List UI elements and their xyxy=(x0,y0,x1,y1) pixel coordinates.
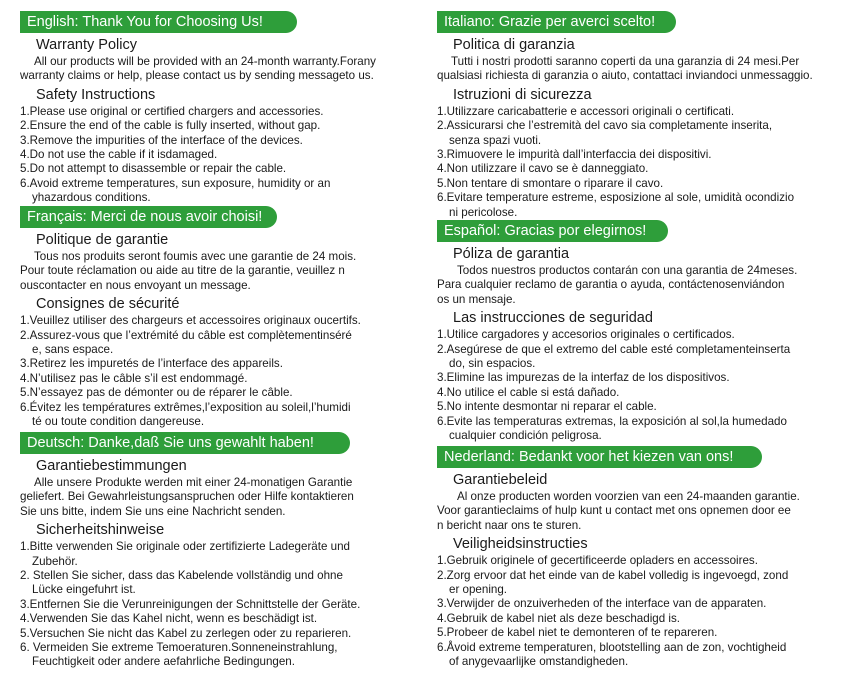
list-item: 1.Utilice cargadores y accesorios originales o certificados. xyxy=(437,328,735,342)
list-item: 2.Ensure the end of the cable is fully inserted, without gap. xyxy=(20,119,321,133)
safety-heading: Safety Instructions xyxy=(36,86,156,103)
warranty-text-line: warranty claims or help, please contact us by sending messageto us. xyxy=(20,69,374,83)
warranty-text-line: Sie uns bitte, indem Sie uns eine Nachricht senden. xyxy=(20,504,286,518)
section-spanish xyxy=(437,220,857,443)
list-item: 4.Do not use the cable if it isdamaged. xyxy=(20,148,218,162)
safety-heading: Consignes de sécurité xyxy=(36,296,180,313)
section-banner: Français: Merci de nous avoir choisi! xyxy=(20,206,277,228)
safety-list xyxy=(437,328,857,443)
list-item: 6.Evite las temperaturas extremas, la exposición al sol,la humedado cualquier condición peligrosa. xyxy=(437,414,787,443)
safety-heading: Las instrucciones de seguridad xyxy=(453,310,653,327)
list-item: 5.No intente desmontar ni reparar el cable. xyxy=(437,400,657,414)
list-item: 2.Assurez-vous que l’extrémité du câble est complètementinséré e, sans espace. xyxy=(20,328,352,357)
section-german xyxy=(20,432,440,670)
warranty-text-line: Todos nuestros productos contarán con una garantia de 24meses. xyxy=(457,264,798,277)
safety-list xyxy=(437,554,857,669)
warranty-text-line: os un mensaje. xyxy=(437,292,516,306)
section-banner: Deutsch: Danke,daß Sie uns gewahlt haben! xyxy=(20,432,350,454)
warranty-text-line: n bericht naar ons te sturen. xyxy=(437,518,582,532)
list-item: 5.Non tentare di smontare o riparare il cavo. xyxy=(437,176,664,190)
list-item: 3.Rimuovere le impurità dall’interfaccia dei dispositivi. xyxy=(437,148,712,162)
list-item: 6.Evitare temperature estreme, esposizione al sole, umidità ocondizio ni pericolose. xyxy=(437,191,795,219)
warranty-heading: Póliza de garantia xyxy=(453,246,570,262)
warranty-heading: Garantiebestimmungen xyxy=(36,458,187,474)
warranty-heading: Warranty Policy xyxy=(36,37,137,53)
warranty-text-line: Alle unsere Produkte werden mit einer 24-monatigen Garantie xyxy=(34,476,353,489)
warranty-text-line: Pour toute réclamation ou aide au titre de la garantie, veuillez n xyxy=(20,264,345,278)
warranty-heading: Garantiebeleid xyxy=(453,472,548,488)
warranty-text-line: ouscontacter en nous envoyant un message. xyxy=(20,278,251,292)
section-french xyxy=(20,206,440,429)
section-banner: English: Thank You for Choosing Us! xyxy=(20,11,297,33)
list-item: 1.Please use original or certified chargers and accessories. xyxy=(20,104,324,118)
list-item: 4.Gebruik de kabel niet als deze beschadigd is. xyxy=(437,611,680,625)
list-item: 6.Åvoid extreme temperaturen, blootstelling aan de zon, vochtigheid of anygevaarlijke omstandigheden. xyxy=(437,640,787,669)
list-item: 5.Probeer de kabel niet te demonteren of te repareren. xyxy=(437,626,718,640)
list-item: 3.Elimine las impurezas de la interfaz de los dispositivos. xyxy=(437,371,730,385)
list-item: 2. Stellen Sie sicher, dass das Kabelende vollständig und ohne Lücke eingefuhrt ist. xyxy=(20,569,343,597)
warranty-heading: Politique de garantie xyxy=(36,232,169,248)
list-item: 2.Zorg ervoor dat het einde van de kabel volledig is ingevoegd, zond er opening. xyxy=(437,568,789,597)
safety-list xyxy=(20,314,440,429)
warranty-heading: Politica di garanzia xyxy=(453,37,575,53)
section-italian xyxy=(437,11,857,220)
list-item: 3.Remove the impurities of the interface of the devices. xyxy=(20,133,303,147)
list-item: 1.Utilizzare caricabatterie e accessori originali o certificati. xyxy=(437,104,735,118)
list-item: 1.Bitte verwenden Sie originale oder zertifizierte Ladegeräte und Zubehör. xyxy=(20,540,350,568)
list-item: 5.Versuchen Sie nicht das Kabel zu zerlegen oder zu reparieren. xyxy=(20,626,352,640)
list-item: 1.Veuillez utiliser des chargeurs et accessoires originaux oucertifs. xyxy=(20,314,361,328)
list-item: 2.Asegúrese de que el extremo del cable esté completamenteinserta do, sin espacios. xyxy=(437,342,791,371)
list-item: 6.Avoid extreme temperatures, sun exposure, humidity or an yhazardous conditions. xyxy=(20,176,331,205)
safety-list xyxy=(20,105,440,206)
list-item: 1.Gebruik originele of gecertificeerde opladers en accessoires. xyxy=(437,554,758,568)
safety-heading: Istruzioni di sicurezza xyxy=(453,86,592,103)
list-item: 6. Vermeiden Sie extreme Temoeraturen.Sonneneinstrahlung, Feuchtigkeit oder andere aefahrliche Bedingungen. xyxy=(20,641,338,669)
safety-heading: Veiligheidsinstructies xyxy=(453,536,588,553)
list-item: 5.N’essayez pas de démonter ou de réparer le câble. xyxy=(20,386,293,400)
warranty-text-line: geliefert. Bei Gewahrleistungsanspruchen oder Hilfe kontaktieren xyxy=(20,490,354,504)
list-item: 4.Non utilizzare il cavo se è danneggiato. xyxy=(437,162,649,176)
safety-list xyxy=(437,105,857,220)
warranty-text-line: All our products will be provided with an 24-month warranty.Forany xyxy=(34,55,376,68)
section-banner: Español: Gracias por elegirnos! xyxy=(437,220,668,242)
warranty-text-line: Tutti i nostri prodotti saranno coperti da una garanzia di 24 mesi.Per xyxy=(451,55,800,68)
warranty-text-line: Al onze producten worden voorzien van een 24-maanden garantie. xyxy=(457,490,800,503)
section-english xyxy=(20,11,440,206)
list-item: 3.Retirez les impuretés de l’interface des appareils. xyxy=(20,357,283,371)
list-item: 3.Entfernen Sie die Verunreinigungen der Schnittstelle der Geräte. xyxy=(20,597,361,611)
safety-list xyxy=(20,540,440,670)
safety-heading: Sicherheitshinweise xyxy=(36,522,165,539)
warranty-text-line: Voor garantieclaims of hulp kunt u contact met ons opnemen door ee xyxy=(437,504,791,518)
warranty-text-line: qualsiasi richiesta di garanzia o aiuto, contattaci inviandoci unmessaggio. xyxy=(437,69,813,83)
list-item: 3.Verwijder de onzuiverheden of the interface van de apparaten. xyxy=(437,597,767,611)
list-item: 5.Do not attempt to disassemble or repair the cable. xyxy=(20,162,287,176)
list-item: 4.No utilice el cable si está dañado. xyxy=(437,385,620,399)
list-item: 2.Assicurarsi che l’estremità del cavo sia completamente inserita, senza spazi vuoti. xyxy=(437,119,773,147)
list-item: 4.Verwenden Sie das Kahel nicht, wenn es beschädigt ist. xyxy=(20,612,318,626)
section-banner: Italiano: Grazie per averci scelto! xyxy=(437,11,676,33)
warranty-text-line: Para cualquier reclamo de garantia o ayuda, contáctenosenviándon xyxy=(437,278,785,292)
list-item: 6.Évitez les températures extrêmes,l’exposition au soleil,l’humidi té ou toute condition dangereuse. xyxy=(20,400,351,429)
section-banner: Nederland: Bedankt voor het kiezen van ons! xyxy=(437,446,762,468)
warranty-text-line: Tous nos produits seront foumis avec une garantie de 24 mois. xyxy=(34,250,357,263)
list-item: 4.N’utilisez pas le câble s’il est endommagé. xyxy=(20,371,248,385)
section-dutch xyxy=(437,446,857,669)
